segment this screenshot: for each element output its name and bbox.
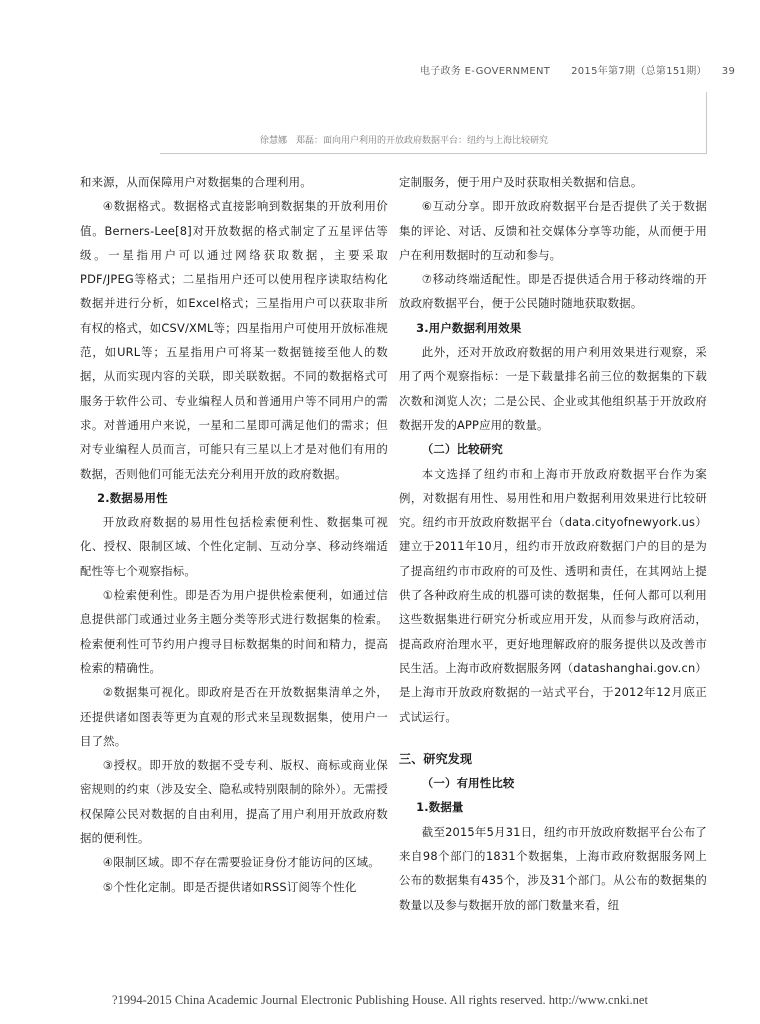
right-paragraph: 此外，还对开放政府数据的用户利用效果进行观察，采用了两个观察指标：一是下载量排名前三位的数据集的下载次数和浏览人次；二是公民、企业或其他组织基于开放政府数据开发的APP应用的数量。	[399, 345, 707, 432]
right-paragraph: ⑥互动分享。即开放政府数据平台是否提供了关于数据集的评论、对话、反馈和社交媒体分享等功能，从而便于用户在利用数据时的互动和参与。	[399, 199, 707, 262]
right-sub-subsection-heading: 1.数据量	[416, 800, 464, 815]
left-paragraph: ④限制区域。即不存在需要验证身份才能访问的区域。	[102, 855, 380, 870]
header-horizontal-rule	[160, 153, 707, 154]
right-subsection-heading: （二）比较研究	[421, 442, 503, 457]
journal-header	[420, 62, 735, 77]
left-paragraph: 和来源，从而保障用户对数据集的合理利用。	[80, 175, 312, 189]
left-paragraph: ④数据格式。数据格式直接影响到数据集的开放利用价值。Berners-Lee[8]对开放数据的格式制定了五星评估等级。一星指用户可以通过网络获取数据，主要采取PDF/JPEG等格式；二星指用户还可以使用程序读取结构化数据并进行分析，如Excel格式；三星指用户可以获取非所有权的格式，如CSV/XML等；四星指用户可使用开放标准规范，如URL等；五星指用户可将某一数据链接至他人的数据，从而实现内容的关联，即关联数据。不同的数据格式可服务于软件公司、专业编程人员和普通用户等不同用户的需求。对普通用户来说，一星和二星即可满足他们的需求；但对专业编程人员而言，可能只有三星以上才是对他们有用的数据，否则他们可能无法充分利用开放的政府数据。	[80, 199, 388, 481]
issue-info: 2015年第7期（总第151期）	[571, 66, 707, 77]
left-paragraph: ①检索便利性。即是否为用户提供检索便利，如通过信息提供部门或通过业务主题分类等形式进行数据集的检索。检索便利性可节约用户搜寻目标数据集的时间和精力，提高检索的精确性。	[80, 588, 388, 675]
right-paragraph: 定制服务，便于用户及时获取相关数据和信息。	[399, 175, 643, 189]
left-paragraph: ③授权。即开放的数据不受专利、版权、商标或商业保密规则的约束（涉及安全、隐私或特别限制的除外）。无需授权保障公民对数据的自由利用，提高了用户利用开放政府数据的便利性。	[80, 758, 388, 846]
page-number: 39	[721, 66, 736, 77]
running-title: 徐慧娜 郑磊：面向用户利用的开放政府数据平台：纽约与上海比较研究	[260, 136, 549, 146]
left-column	[80, 170, 388, 899]
right-paragraph: 截至2015年5月31日，纽约市开放政府数据平台公布了来自98个部门的1831个数据集，上海市政府数据服务网上公布的数据集有435个，涉及31个部门。从公布的数据集的数量以及参与数据开放的部门数量来看，纽	[399, 824, 707, 912]
left-paragraph: ②数据集可视化。即政府是否在开放数据集清单之外，还提供诸如图表等更为直观的形式来呈现数据集，使用户一目了然。	[80, 685, 388, 748]
right-paragraph: ⑦移动终端适配性。即是否提供适合用于移动终端的开放政府数据平台，便于公民随时随地获取数据。	[399, 272, 707, 311]
journal-name: 电子政务 E-GOVERNMENT	[420, 66, 551, 77]
right-subsection-heading: （一）有用性比较	[421, 776, 515, 791]
left-sub-subsection-heading: 2.数据易用性	[97, 490, 168, 505]
right-section-heading: 三、研究发现	[399, 751, 473, 766]
right-sub-subsection-heading: 3.用户数据利用效果	[416, 320, 522, 335]
right-paragraph: 本文选择了纽约市和上海市开放政府数据平台作为案例，对数据有用性、易用性和用户数据利用效果进行比较研究。纽约市开放政府数据平台（data.cityofnewyork.us）建立于2011年10月，纽约市开放政府数据门户的目的是为了提高纽约市市政府的可及性、透明和责任，在其网站上提供了各种政府生成的机器可读的数据集，任何人都可以利用这些数据集进行研究分析或应用开发，从而参与政府活动，提高政府治理水平，更好地理解政府的服务提供以及改善市民生活。上海市政府数据服务网（datashanghai.gov.cn）是上海市开放政府数据的一站式平台，于2012年12月底正式试运行。	[399, 466, 707, 724]
left-paragraph: 开放政府数据的易用性包括检索便利性、数据集可视化、授权、限制区域、个性化定制、互动分享、移动终端适配性等七个观察指标。	[80, 515, 388, 578]
copyright-footer: ?1994-2015 China Academic Journal Electronic Publishing House. All rights reserved. http://www.cnki.net	[112, 993, 648, 1007]
header-vertical-rule	[706, 92, 707, 154]
right-column	[399, 170, 707, 917]
left-paragraph: ⑤个性化定制。即是否提供诸如RSS订阅等个性化	[102, 879, 357, 894]
